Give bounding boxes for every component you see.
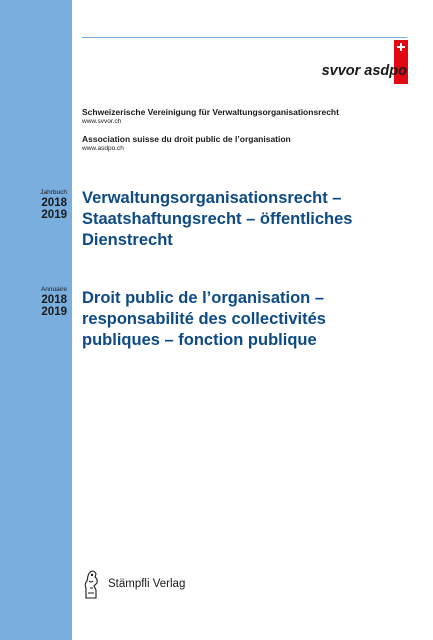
annuaire-year-1: 2018 (41, 294, 67, 306)
publisher (80, 568, 185, 600)
publisher-name: Stämpfli Verlag (108, 578, 186, 590)
jahrbuch-block (0, 189, 67, 221)
brand-logo-text: svvor asdpo (321, 63, 407, 79)
title-french (82, 288, 422, 351)
title-de-line-1: Verwaltungsorganisationsrecht – (82, 189, 342, 207)
association-fr-name: Association suisse du droit public de l’organisation (82, 134, 291, 144)
jahrbuch-year-2: 2019 (41, 209, 67, 221)
association-fr-url: www.asdpo.ch (82, 145, 124, 152)
annuaire-year-2: 2019 (41, 306, 67, 318)
title-fr-line-3: publiques – fonction publique (82, 331, 317, 349)
annuaire-label: Annuaire (40, 286, 67, 293)
annuaire-block (0, 286, 67, 318)
jahrbuch-label: Jahrbuch (40, 189, 67, 196)
title-de-line-3: Dienstrecht (82, 231, 173, 249)
association-de-url: www.svvor.ch (82, 118, 122, 125)
staempfli-logo-icon (80, 568, 102, 600)
title-german (82, 188, 422, 251)
association-de (82, 107, 339, 126)
sidebar-band (0, 0, 72, 640)
title-fr-line-1: Droit public de l’organisation – (82, 289, 325, 307)
jahrbuch-year-1: 2018 (41, 197, 67, 209)
association-fr (82, 134, 291, 153)
title-de-line-2: Staatshaftungsrecht – öffentliches (82, 210, 353, 228)
top-rule (82, 37, 407, 38)
association-de-name: Schweizerische Vereinigung für Verwaltungsorganisationsrecht (82, 107, 339, 117)
title-fr-line-2: responsabilité des collectivités (82, 310, 326, 328)
swiss-cross-icon (397, 43, 405, 51)
